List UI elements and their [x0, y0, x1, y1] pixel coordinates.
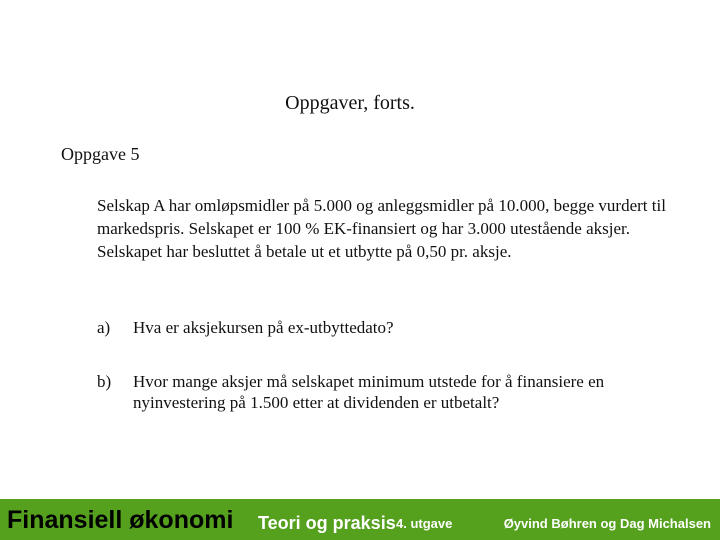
- footer-banner: [0, 499, 720, 540]
- question-text: Hvor mange aksjer må selskapet minimum utstede for å finansiere en nyinvestering på 1.500 etter at dividenden er utbetalt?: [133, 372, 605, 412]
- question-a: [97, 317, 697, 338]
- task-description-paragraph: Selskap A har omløpsmidler på 5.000 og anleggsmidler på 10.000, begge vurdert til markedspris. Selskapet er 100 % EK-finansiert og har 3.000 utestående aksjer.: [97, 196, 666, 238]
- footer-subtitle: Teori og praksis: [258, 513, 396, 533]
- task-description: [97, 194, 697, 263]
- question-marker: a): [97, 318, 111, 337]
- question-b: [97, 371, 697, 413]
- task-heading: Oppgave 5: [61, 144, 140, 164]
- question-text: Hva er aksjekursen på ex-utbyttedato?: [133, 318, 394, 337]
- footer-edition: 4. utgave: [396, 516, 453, 531]
- question-marker: b): [97, 372, 112, 391]
- task-description-paragraph: Selskapet har besluttet å betale ut et utbytte på 0,50 pr. aksje.: [97, 242, 512, 261]
- footer-authors: Øyvind Bøhren og Dag Michalsen: [503, 516, 711, 531]
- footer-brand: Finansiell økonomi: [7, 506, 234, 534]
- slide-title: Oppgaver, forts.: [285, 92, 415, 114]
